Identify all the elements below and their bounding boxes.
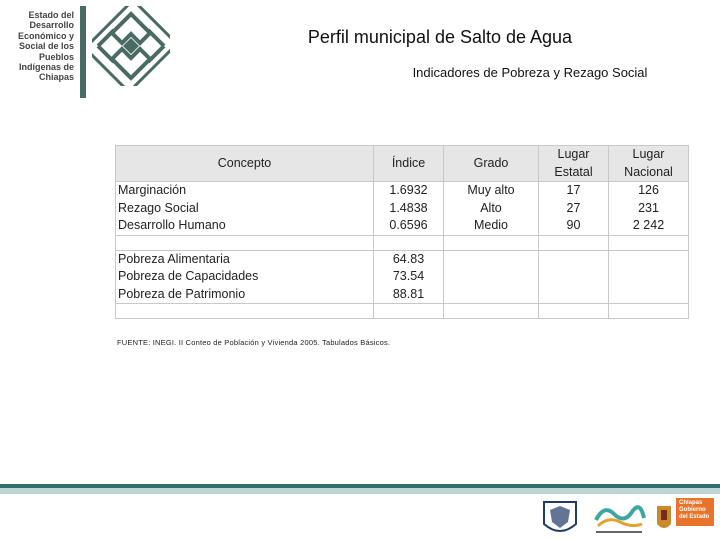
empty-cell [116, 235, 374, 250]
concepto-cell [116, 250, 374, 304]
chiapas-gov-logo [676, 498, 714, 526]
empty-cell [609, 235, 689, 250]
empty-cell [444, 250, 539, 304]
indice-value: 64.83 [392, 251, 425, 266]
grado-cell [444, 182, 539, 236]
source-note: FUENTE: INEGI. II Conteo de Población y Vivienda 2005. Tabulados Básicos. [117, 338, 391, 347]
empty-cell [374, 304, 444, 319]
chiapas-shield-icon [655, 498, 673, 538]
org-line: Social de los [18, 41, 74, 52]
concepto-marginacion: Marginación [118, 183, 187, 197]
concepto-rezago-social: Rezago Social [118, 200, 199, 215]
lugar-nacional-value: 126 [638, 183, 659, 197]
concepto-pobreza-patrimonio: Pobreza de Patrimonio [118, 286, 246, 301]
indice-value: 1.4838 [389, 200, 428, 215]
empty-cell [374, 235, 444, 250]
mexico-nacion-multicultural-logo-icon [590, 498, 648, 538]
org-line: Pueblos [38, 51, 74, 62]
header-concepto: Concepto [116, 146, 374, 182]
grado-value: Medio [473, 218, 509, 232]
table-spacer-row [116, 304, 689, 319]
header-lugar-estatal [539, 146, 609, 182]
empty-cell [539, 235, 609, 250]
header-grado: Grado [444, 146, 539, 182]
indice-value: 0.6596 [389, 218, 428, 232]
concepto-pobreza-capacidades: Pobreza de Capacidades [118, 269, 259, 283]
lugar-nacional-value: 2 242 [632, 218, 665, 232]
lugar-estatal-value: 90 [566, 218, 581, 232]
table-row [116, 182, 689, 236]
empty-cell [116, 304, 374, 319]
header-line: Estatal [554, 164, 593, 179]
concepto-desarrollo-humano: Desarrollo Humano [118, 218, 226, 232]
indice-value: 73.54 [392, 269, 425, 283]
page-subtitle: Indicadores de Pobreza y Rezago Social [412, 65, 648, 80]
lugar-estatal-cell [539, 182, 609, 236]
empty-cell [609, 250, 689, 304]
empty-cell [444, 235, 539, 250]
indice-cell [374, 250, 444, 304]
logo-divider [80, 6, 86, 98]
lugar-estatal-value: 27 [566, 200, 581, 215]
chiapas-sub: Gobierno del Estado [679, 507, 710, 520]
header-line: Lugar [632, 147, 665, 161]
footer-band-light [0, 488, 720, 494]
table-spacer-row [116, 235, 689, 250]
org-name [6, 10, 74, 83]
org-line: Desarrollo [29, 20, 74, 31]
indice-cell [374, 182, 444, 236]
indice-value: 1.6932 [389, 183, 428, 197]
indicators-table [115, 145, 689, 319]
org-line: Estado del [28, 10, 74, 20]
page-title: Perfil municipal de Salto de Agua [307, 27, 573, 47]
grado-value: Alto [480, 200, 502, 215]
header-indice: Índice [374, 146, 444, 182]
header-line: Nacional [624, 164, 673, 179]
empty-cell [539, 304, 609, 319]
concepto-cell [116, 182, 374, 236]
org-line: Chiapas [38, 72, 74, 83]
header-line: Lugar [557, 147, 590, 161]
lugar-nacional-value: 231 [638, 200, 659, 215]
lugar-nacional-cell [609, 182, 689, 236]
grado-value: Muy alto [467, 183, 515, 197]
table-row [116, 250, 689, 304]
header-lugar-nacional [609, 146, 689, 182]
chiapas-label: Chiapas [679, 500, 703, 506]
empty-cell [539, 250, 609, 304]
fret-logo-icon [92, 6, 170, 86]
empty-cell [609, 304, 689, 319]
table-header-row [116, 146, 689, 182]
lugar-estatal-value: 17 [566, 183, 581, 197]
unam-seal-icon [540, 498, 580, 538]
org-line: Económico y [17, 30, 74, 41]
concepto-pobreza-alimentaria: Pobreza Alimentaria [118, 251, 230, 266]
org-line: Indígenas de [18, 62, 74, 73]
empty-cell [444, 304, 539, 319]
indice-value: 88.81 [392, 286, 425, 301]
